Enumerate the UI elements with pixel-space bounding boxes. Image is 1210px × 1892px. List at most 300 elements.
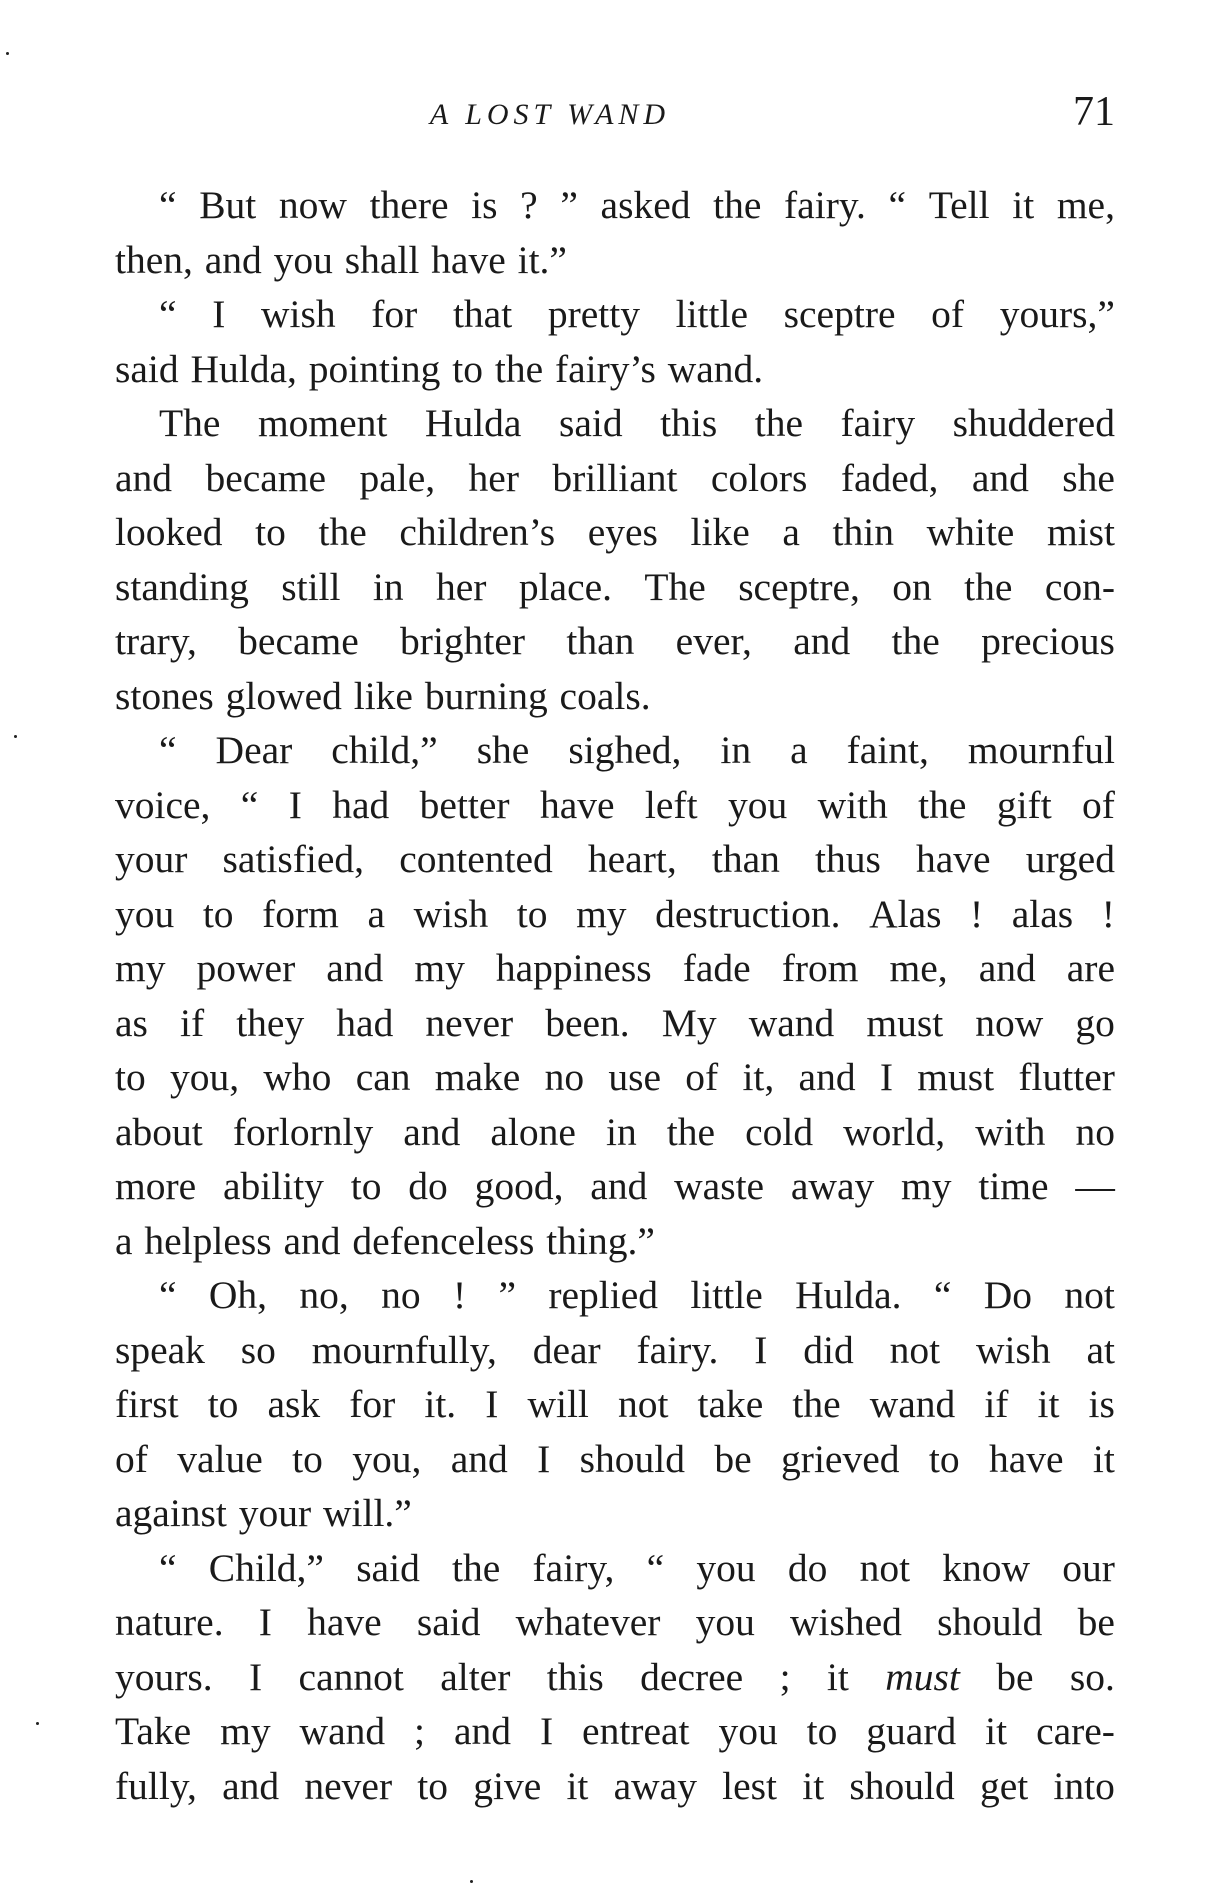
word: my	[576, 891, 627, 936]
word: sceptre	[783, 292, 896, 336]
word: destruction.	[655, 891, 841, 936]
word: I	[249, 1654, 263, 1699]
word: “	[888, 183, 907, 227]
word: and	[590, 1164, 648, 1208]
print-speck	[36, 1722, 39, 1725]
word: Hulda.	[795, 1273, 902, 1317]
word: My	[661, 1000, 717, 1045]
text-line	[115, 178, 1115, 233]
word: have	[988, 1436, 1064, 1481]
word: Take	[115, 1709, 192, 1753]
word: Hulda,	[190, 346, 297, 391]
text-line	[115, 505, 1115, 560]
word: to	[350, 1164, 382, 1208]
text-line	[115, 1377, 1115, 1432]
word: thing.”	[546, 1218, 655, 1263]
word: of	[1082, 782, 1115, 827]
text-line	[115, 1159, 1115, 1214]
word: our	[1062, 1545, 1115, 1590]
word: than	[711, 837, 780, 881]
word: thus	[815, 837, 881, 881]
word: contented	[399, 837, 553, 881]
word: gift	[996, 782, 1052, 827]
word: it.”	[517, 237, 567, 282]
word: yours,”	[999, 292, 1115, 336]
word: her	[468, 455, 519, 500]
word: it	[826, 1654, 849, 1699]
word: not	[889, 1327, 941, 1372]
word: with	[817, 782, 888, 827]
text-line	[115, 778, 1115, 833]
word: you,	[170, 1055, 240, 1099]
word: asked	[600, 183, 691, 227]
word: I	[485, 1382, 499, 1426]
word: she	[1062, 455, 1115, 500]
text-line	[115, 1541, 1115, 1596]
word: mournfully,	[311, 1327, 497, 1372]
word: into	[1053, 1763, 1115, 1808]
word: to	[292, 1436, 323, 1481]
word: heart,	[587, 837, 677, 881]
text-line	[115, 342, 1115, 397]
text-line	[115, 1268, 1115, 1323]
word: should	[579, 1436, 686, 1481]
word: trary,	[115, 619, 197, 663]
word: !	[1101, 891, 1115, 936]
word: and	[326, 946, 384, 990]
word: take	[697, 1382, 764, 1426]
word: fade	[682, 946, 751, 990]
word: shuddered	[952, 401, 1115, 445]
word: stones	[115, 673, 214, 718]
word: at	[1086, 1327, 1115, 1372]
word: been.	[545, 1000, 630, 1045]
word: brighter	[400, 619, 526, 663]
word: not	[617, 1382, 669, 1426]
word: I	[212, 292, 226, 336]
word: and	[978, 946, 1036, 990]
word: Alas	[869, 891, 942, 936]
word: ;	[779, 1654, 791, 1699]
word: fairy.	[784, 183, 866, 227]
word: you	[718, 1709, 778, 1753]
word: burning	[424, 673, 548, 718]
word: in	[605, 1109, 637, 1154]
word: had	[336, 1000, 394, 1045]
word: is	[471, 183, 498, 227]
word: helpless	[144, 1218, 272, 1263]
word: ask	[267, 1382, 321, 1426]
word: my	[901, 1164, 952, 1208]
word: wand	[869, 1382, 956, 1426]
text-line	[115, 996, 1115, 1051]
word: wand	[748, 1000, 835, 1045]
word: do	[787, 1545, 828, 1590]
word: if	[179, 1000, 205, 1045]
text-line	[115, 723, 1115, 778]
word: her	[436, 564, 487, 609]
text-line	[115, 396, 1115, 451]
text-line	[115, 560, 1115, 615]
word: “	[159, 1273, 177, 1317]
word: no,	[299, 1273, 349, 1317]
word: ability	[222, 1164, 324, 1208]
word: forlornly	[232, 1109, 374, 1154]
word: “	[159, 183, 177, 227]
word: said	[115, 346, 179, 391]
word: now	[975, 1000, 1044, 1045]
word: as	[115, 1000, 148, 1045]
word: colors	[710, 455, 808, 500]
word: ever,	[675, 619, 752, 663]
word: I	[537, 1436, 551, 1481]
word: world,	[843, 1109, 946, 1154]
word: and	[793, 619, 851, 663]
text-line	[115, 451, 1115, 506]
word: on	[892, 564, 932, 609]
word: wish	[975, 1327, 1051, 1372]
word: be	[714, 1436, 752, 1481]
word: cold	[745, 1109, 814, 1154]
word: in	[372, 564, 404, 609]
word: get	[979, 1763, 1029, 1808]
word: pretty	[547, 292, 640, 336]
word: nature.	[115, 1600, 224, 1644]
word: no	[1075, 1109, 1115, 1154]
word: about	[115, 1109, 203, 1154]
word: do	[408, 1164, 448, 1208]
word: said	[356, 1545, 420, 1590]
word: a	[367, 891, 386, 936]
word: I	[539, 1709, 554, 1753]
word: yours.	[115, 1654, 213, 1699]
word: replied	[548, 1273, 659, 1317]
word: still	[281, 564, 341, 609]
word: of	[931, 292, 965, 336]
word: no	[544, 1055, 585, 1099]
word: fairy.	[636, 1327, 719, 1372]
text-line	[115, 669, 1115, 724]
word: decree	[640, 1654, 744, 1699]
word: your	[115, 837, 188, 881]
word: “	[159, 728, 177, 772]
word: left	[644, 782, 698, 827]
word: from	[781, 946, 859, 990]
text-line	[115, 1432, 1115, 1487]
word: with	[975, 1109, 1046, 1154]
word: my	[414, 946, 465, 990]
word: must	[885, 1654, 960, 1699]
word: your	[238, 1491, 312, 1535]
word: became	[205, 455, 327, 500]
word: lest	[722, 1763, 778, 1808]
word: child,”	[331, 728, 438, 772]
text-line	[115, 1323, 1115, 1378]
word: it	[566, 1763, 589, 1808]
word: it,	[742, 1055, 775, 1099]
word: waste	[674, 1164, 765, 1208]
word: had	[332, 782, 390, 827]
word: and	[115, 455, 173, 500]
word: to	[115, 1055, 146, 1099]
word: it	[802, 1763, 825, 1808]
word: and	[453, 1709, 512, 1753]
word: not	[859, 1545, 911, 1590]
word: good,	[474, 1164, 564, 1208]
word: ;	[414, 1709, 426, 1753]
text-line	[115, 1650, 1115, 1705]
word: to	[255, 510, 286, 554]
word: to	[207, 1382, 239, 1426]
word: “	[240, 782, 259, 827]
print-speck	[14, 735, 17, 738]
word: mournful	[967, 728, 1115, 772]
word: The	[644, 564, 706, 609]
word: make	[434, 1055, 521, 1099]
word: you	[727, 782, 788, 827]
word: fairy’s	[554, 346, 656, 391]
print-speck	[6, 52, 9, 55]
word: power	[196, 946, 296, 990]
word: to	[516, 891, 548, 936]
page-number: 71	[1073, 89, 1115, 135]
word: have	[539, 782, 615, 827]
text-line	[115, 1595, 1115, 1650]
word: that	[452, 292, 513, 336]
word: the	[918, 782, 967, 827]
word: not	[1064, 1273, 1115, 1317]
word: me,	[1056, 183, 1115, 227]
word: be	[1077, 1600, 1115, 1644]
word: and	[798, 1055, 856, 1099]
word: never	[425, 1000, 514, 1045]
word: !	[970, 891, 984, 936]
word: my	[115, 946, 166, 990]
word: children’s	[399, 510, 556, 554]
word: speak	[115, 1327, 205, 1372]
word: for	[349, 1382, 396, 1426]
word: Child,”	[208, 1545, 324, 1590]
word: urged	[1025, 837, 1115, 881]
word: moment	[257, 401, 388, 445]
word: are	[1066, 946, 1115, 990]
word: “	[933, 1273, 952, 1317]
word: is	[1088, 1382, 1115, 1426]
word: whatever	[515, 1600, 661, 1644]
word: the	[754, 401, 803, 445]
word: fairy	[840, 401, 916, 445]
word: so	[240, 1327, 276, 1372]
word: form	[262, 891, 339, 936]
word: you,	[352, 1436, 422, 1481]
word: But	[199, 183, 257, 227]
word: ”	[498, 1273, 516, 1317]
word: know	[942, 1545, 1031, 1590]
word: I	[288, 782, 302, 827]
word: eyes	[587, 510, 658, 554]
word: it	[985, 1709, 1008, 1753]
word: wish	[260, 292, 336, 336]
word: away	[613, 1763, 697, 1808]
word: to	[928, 1436, 960, 1481]
text-line	[115, 1704, 1115, 1759]
word: me,	[889, 946, 948, 990]
word: satisfied,	[222, 837, 365, 881]
word: then,	[115, 237, 193, 282]
word: defenceless	[352, 1218, 535, 1263]
word: looked	[115, 510, 223, 554]
word: must	[917, 1055, 995, 1099]
word: wand	[299, 1709, 386, 1753]
word: should	[937, 1600, 1043, 1644]
word: guard	[866, 1709, 957, 1753]
word: must	[866, 1000, 944, 1045]
word: the	[792, 1382, 841, 1426]
word: The	[159, 401, 221, 445]
word: place.	[518, 564, 613, 609]
word: the	[964, 564, 1013, 609]
word: alone	[490, 1109, 576, 1154]
word: go	[1075, 1000, 1115, 1045]
word: little	[675, 292, 749, 336]
word: and	[222, 1763, 280, 1808]
word: you	[695, 1600, 755, 1644]
word: should	[849, 1763, 955, 1808]
word: I	[258, 1600, 272, 1644]
word: now	[278, 183, 347, 227]
word: !	[452, 1273, 467, 1317]
word: to	[452, 346, 484, 391]
word: mist	[1046, 510, 1115, 554]
word: never	[304, 1763, 393, 1808]
word: and	[403, 1109, 461, 1154]
word: pointing	[308, 346, 441, 391]
word: first	[115, 1382, 179, 1426]
word: entreat	[582, 1709, 690, 1753]
word: she	[476, 728, 530, 772]
word: flutter	[1018, 1055, 1115, 1099]
word: Hulda	[424, 401, 522, 445]
word: be	[996, 1654, 1034, 1699]
word: who	[263, 1055, 332, 1099]
word: will.”	[322, 1491, 412, 1535]
word: coals.	[559, 673, 651, 718]
word: the	[452, 1545, 501, 1590]
word: you	[115, 891, 175, 936]
word: pale,	[359, 455, 436, 500]
word: I	[879, 1055, 894, 1099]
word: than	[566, 619, 635, 663]
word: the	[494, 346, 544, 391]
word: care-	[1036, 1709, 1115, 1753]
word: the	[891, 619, 940, 663]
word: fully,	[115, 1763, 197, 1808]
word: of	[685, 1055, 719, 1099]
word: there	[369, 183, 449, 227]
word: use	[608, 1055, 662, 1099]
word: a	[782, 510, 800, 554]
word: and	[450, 1436, 508, 1481]
word: Oh,	[208, 1273, 268, 1317]
word: have	[916, 837, 991, 881]
word: my	[220, 1709, 271, 1753]
word: cannot	[298, 1654, 404, 1699]
word: said	[416, 1600, 481, 1644]
word: away	[790, 1164, 875, 1208]
word: “	[646, 1545, 665, 1590]
text-line	[115, 941, 1115, 996]
word: give	[473, 1763, 542, 1808]
word: better	[419, 782, 510, 827]
word: “	[159, 292, 177, 336]
word: sceptre,	[738, 564, 860, 609]
word: little	[690, 1273, 763, 1317]
text-line	[115, 1050, 1115, 1105]
word: and	[971, 455, 1029, 500]
word: to	[417, 1763, 449, 1808]
word: fairy,	[532, 1545, 615, 1590]
running-head	[115, 88, 1115, 138]
text-line	[115, 887, 1115, 942]
word: it	[1012, 183, 1035, 227]
word: wish	[413, 891, 489, 936]
word: con-	[1044, 564, 1115, 609]
text-line	[115, 1759, 1115, 1814]
word: value	[177, 1436, 263, 1481]
word: standing	[115, 564, 249, 609]
word: for	[371, 292, 418, 336]
text-line	[115, 832, 1115, 887]
word: faded,	[840, 455, 939, 500]
word: no	[381, 1273, 421, 1317]
word: it	[1037, 1382, 1060, 1426]
word: alas	[1011, 891, 1074, 936]
word: have	[307, 1600, 382, 1644]
word: to	[806, 1709, 838, 1753]
word: like	[353, 673, 413, 718]
word: have	[431, 237, 506, 282]
word: shall	[344, 237, 420, 282]
text-line	[115, 1486, 1115, 1541]
word: wand.	[667, 346, 764, 391]
word: ”	[560, 183, 578, 227]
word: precious	[981, 619, 1115, 663]
word: if	[984, 1382, 1009, 1426]
word: brilliant	[552, 455, 678, 500]
text-line	[115, 614, 1115, 669]
word: did	[803, 1327, 854, 1372]
word: voice,	[115, 782, 211, 827]
word: a	[115, 1218, 133, 1263]
word: you	[273, 237, 333, 282]
body-text	[115, 178, 1115, 1813]
text-line	[115, 1105, 1115, 1160]
word: Tell	[928, 183, 990, 227]
print-speck	[470, 1880, 473, 1883]
text-line	[115, 1214, 1115, 1269]
word: became	[238, 619, 359, 663]
word: said	[558, 401, 623, 445]
word: Dear	[215, 728, 293, 772]
word: to	[202, 891, 234, 936]
word: this	[660, 401, 718, 445]
word: they	[236, 1000, 305, 1045]
text-line	[115, 287, 1115, 342]
word: against	[115, 1491, 227, 1535]
word: thin	[832, 510, 894, 554]
text-line	[115, 233, 1115, 288]
running-title: A LOST WAND	[429, 98, 671, 131]
